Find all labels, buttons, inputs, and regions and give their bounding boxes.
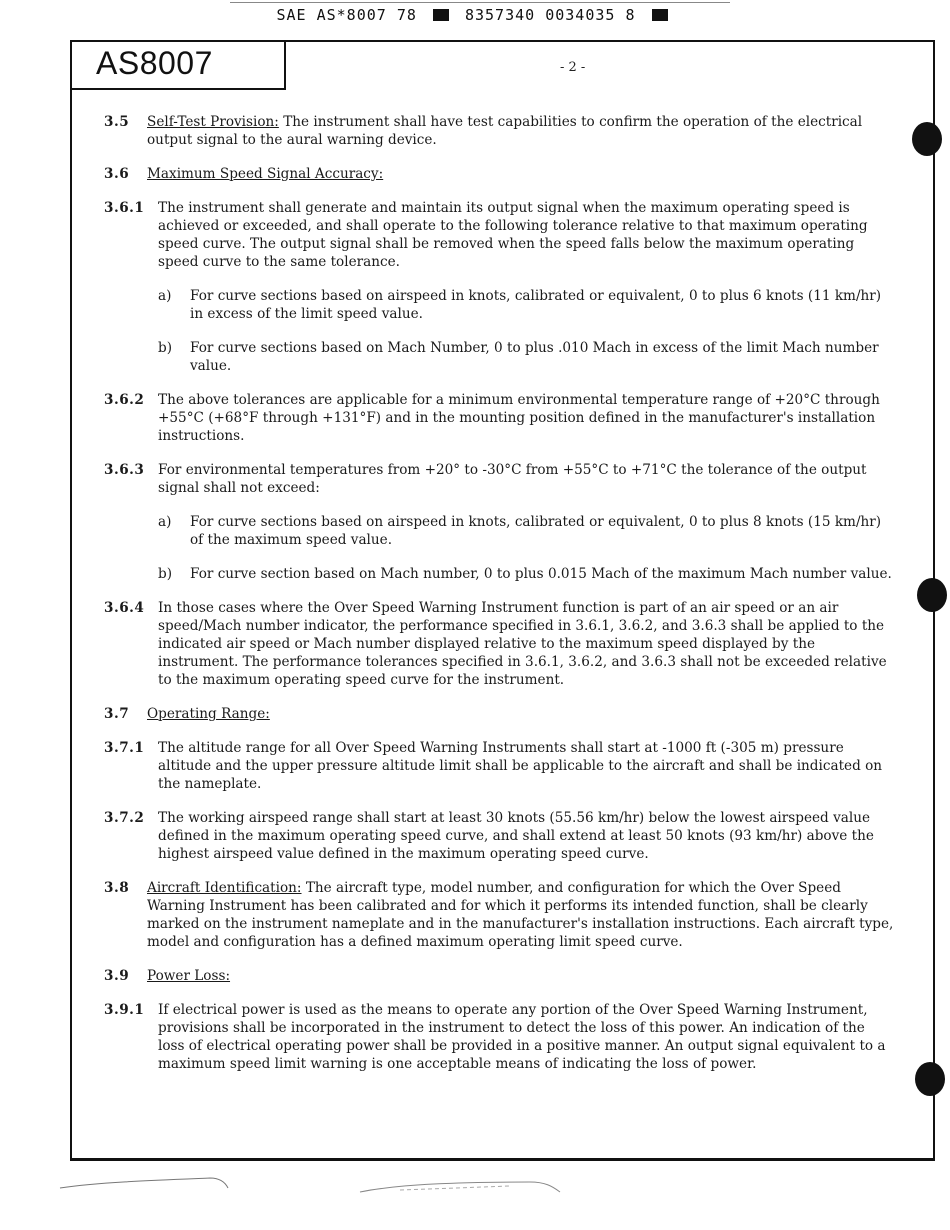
section-3-5 <box>104 113 894 149</box>
section-number: 3.7.2 <box>104 810 145 826</box>
punch-hole-mark <box>915 1062 945 1096</box>
item-label: a) <box>158 288 172 304</box>
section-number: 3.8 <box>104 880 130 896</box>
header-code <box>0 6 950 24</box>
section-3-6-1 <box>104 199 894 271</box>
black-block-mark <box>652 9 668 21</box>
page-number: - 2 - <box>560 60 586 75</box>
section-text: If electrical power is used as the means to operate any portion of the Over Speed Warning Instrument, provisions shall be incorporated in the instrument to detect the loss of this power. An indication of the loss of electrical operating power shall be provided in a positive manner. An output signal equivalent to a maximum speed limit warning is one acceptable means of indicating the loss of power. <box>158 1002 886 1072</box>
section-title: Maximum Speed Signal Accuracy: <box>147 166 384 182</box>
section-3-7-2 <box>104 809 894 863</box>
item-text: For curve sections based on airspeed in knots, calibrated or equivalent, 0 to plus 6 knots (11 km/hr) in excess of the limit speed value. <box>190 288 882 322</box>
scan-artifact-lines <box>40 1160 640 1200</box>
item-text: For curve sections based on airspeed in knots, calibrated or equivalent, 0 to plus 8 knots (15 km/hr) of the maximum speed value. <box>190 514 882 548</box>
section-text: The above tolerances are applicable for a minimum environmental temperature range of +20°C through +55°C (+68°F through +131°F) and in the mounting position defined in the manufacturer's installation instructions. <box>158 392 880 444</box>
section-3-9 <box>104 967 894 985</box>
item-label: a) <box>158 514 172 530</box>
section-text: The instrument shall have test capabilities to confirm the operation of the electrical output signal to the aural warning device. <box>147 114 863 148</box>
item-text: For curve section based on Mach number, 0 to plus 0.015 Mach of the maximum Mach number value. <box>190 566 892 582</box>
item-label: b) <box>158 340 173 356</box>
punch-hole-mark <box>912 122 942 156</box>
punch-hole-mark <box>917 578 947 612</box>
document-body <box>104 113 894 1089</box>
section-number: 3.9.1 <box>104 1002 145 1018</box>
section-text: The aircraft type, model number, and configuration for which the Over Speed Warning Instrument has been calibrated and for which it performs its intended function, shall be clearly marked on the instrument nameplate and in the manufacturer's installation instructions. Each aircraft type, model and configuration has a defined maximum operating limit speed curve. <box>147 880 894 950</box>
section-text: In those cases where the Over Speed Warning Instrument function is part of an air speed or an air speed/Mach number indicator, the performance specified in 3.6.1, 3.6.2, and 3.6.3 shall be applied to the indicated air speed or Mach number displayed relative to the maximum speed displayed by the instrument. The performance tolerances specified in 3.6.1, 3.6.2, and 3.6.3 shall not be exceeded relative to the maximum operating speed curve for the instrument. <box>158 600 887 688</box>
section-text: The instrument shall generate and maintain its output signal when the maximum operating speed is achieved or exceeded, and shall operate to the following tolerance relative to that maximum operating speed curve. The output signal shall be removed when the speed falls below the maximum operating speed curve to the same tolerance. <box>158 200 868 270</box>
section-number: 3.6.2 <box>104 392 145 408</box>
top-rule <box>230 2 730 3</box>
section-3-8 <box>104 879 894 951</box>
section-title: Self-Test Provision: <box>147 114 279 130</box>
section-number: 3.6.1 <box>104 200 145 216</box>
section-3-7-1 <box>104 739 894 793</box>
header-code-part1: SAE AS*8007 78 <box>276 6 417 24</box>
section-number: 3.6.4 <box>104 600 145 616</box>
section-3-6 <box>104 165 894 183</box>
item-label: b) <box>158 566 173 582</box>
black-block-mark <box>433 9 449 21</box>
section-number: 3.7 <box>104 706 130 722</box>
section-3-6-2 <box>104 391 894 445</box>
section-number: 3.9 <box>104 968 130 984</box>
section-title: Power Loss: <box>147 968 231 984</box>
section-3-6-1-b <box>158 339 894 375</box>
section-text: The working airspeed range shall start at least 30 knots (55.56 km/hr) below the lowest airspeed value defined in the maximum operating speed curve, and shall extend at least 50 knots (93 km/hr) above the highest airspeed value defined in the maximum operating speed curve. <box>158 810 874 862</box>
item-text: For curve sections based on Mach Number, 0 to plus .010 Mach in excess of the limit Mach number value. <box>190 340 879 374</box>
document-id: AS8007 <box>96 45 213 81</box>
section-text: For environmental temperatures from +20° to -30°C from +55°C to +71°C the tolerance of the output signal shall not exceed: <box>158 462 867 496</box>
section-number: 3.5 <box>104 114 130 130</box>
section-3-6-3-b <box>158 565 894 583</box>
section-3-6-4 <box>104 599 894 689</box>
section-number: 3.6 <box>104 166 130 182</box>
section-3-6-3 <box>104 461 894 497</box>
section-number: 3.6.3 <box>104 462 145 478</box>
section-title: Operating Range: <box>147 706 270 722</box>
header-code-part2: 8357340 0034035 8 <box>464 6 636 24</box>
section-number: 3.7.1 <box>104 740 145 756</box>
section-3-6-1-a <box>158 287 894 323</box>
section-3-9-1 <box>104 1001 894 1073</box>
section-title: Aircraft Identification: <box>147 880 302 896</box>
section-3-6-3-a <box>158 513 894 549</box>
section-text: The altitude range for all Over Speed Warning Instruments shall start at -1000 ft (-305 m) pressure altitude and the upper pressure altitude limit shall be applicable to the aircraft and shall be indicated on the nameplate. <box>158 740 883 792</box>
section-3-7 <box>104 705 894 723</box>
